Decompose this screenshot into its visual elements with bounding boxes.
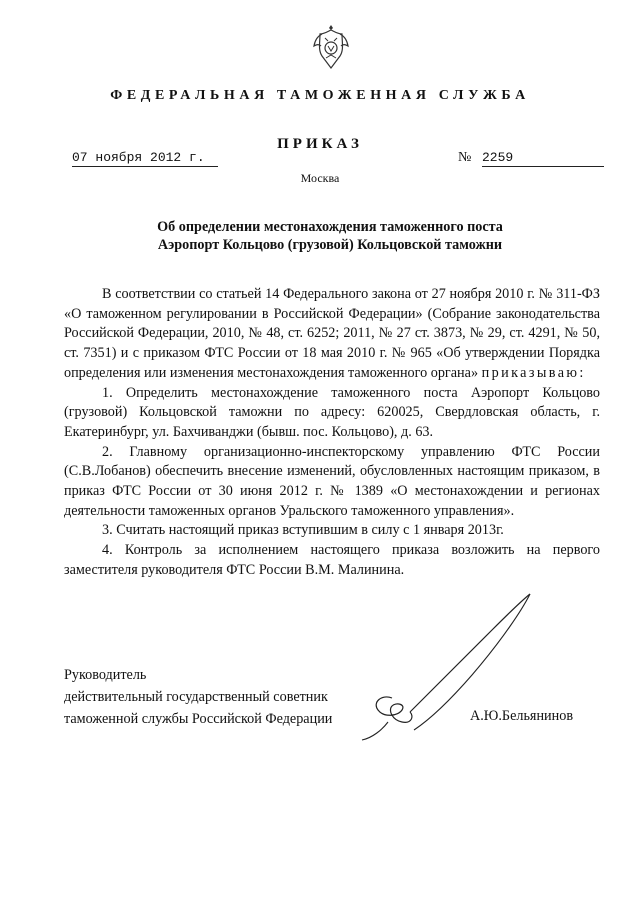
preamble-text: В соответствии со статьей 14 Федерального закона от 27 ноября 2010 г. № 311-ФЗ «О таможенном регулировании в Российской Федерации» (Собрание законодательства Российской Федерации, 2010, № 48, ст. 6252; 2011, № 27 ст. 3873, № 29, ст. 4291, № 50, ст. 7351) и с приказом ФТС России от 18 мая 2010 г. № 965 «Об утверждении Порядка определения или изменения местонахождения таможенного органа» — [64, 286, 600, 381]
signatory-line-1: Руководитель — [64, 667, 147, 683]
agency-title: ФЕДЕРАЛЬНАЯ ТАМОЖЕННАЯ СЛУЖБА — [110, 88, 530, 103]
order-date: 07 ноября 2012 г. — [72, 150, 218, 167]
handwritten-signature — [352, 590, 552, 750]
signatory-line-3: таможенной службы Российской Федерации — [64, 711, 333, 727]
signatory-title — [64, 664, 332, 730]
item-3: 3. Считать настоящий приказ вступившим в силу с 1 января 2013г. — [102, 522, 504, 539]
item-4: 4. Контроль за исполнением настоящего приказа возложить на первого заместителя руководителя ФТС России В.М. Малинина. — [64, 542, 600, 578]
order-subject — [100, 218, 560, 254]
document-type: ПРИКАЗ — [277, 136, 363, 152]
order-number: 2259 — [482, 150, 604, 167]
subject-line-1: Об определении местонахождения таможенного поста — [157, 219, 503, 235]
item-2: 2. Главному организационно-инспекторскому управлению ФТС России (С.В.Лобанов) обеспечить внесение изменений, обусловленных настоящим приказом, в приказ ФТС России от 30 июня 2012 г. № 1389 «О местонахождении и регионах деятельности таможенных органов Уральского таможенного управления». — [64, 443, 600, 519]
russian-coat-of-arms-icon — [312, 24, 350, 70]
signatory-name: А.Ю.Бельянинов — [470, 708, 574, 724]
preamble-paragraph — [64, 285, 600, 384]
number-sign: № — [458, 150, 472, 165]
item-1: 1. Определить местонахождение таможенного поста Аэропорт Кольцово (грузовой) Кольцовской таможни по адресу: 620025, Свердловская область, г. Екатеринбург, ул. Бахчиванджи (бывш. пос. Кольцово), д. 63. — [64, 384, 600, 440]
order-number-field — [458, 150, 604, 166]
order-body — [64, 285, 600, 581]
order-word: приказываю: — [481, 364, 586, 381]
city: Москва — [300, 171, 340, 185]
signatory-line-2: действительный государственный советник — [64, 689, 328, 705]
subject-line-2: Аэропорт Кольцово (грузовой) Кольцовской таможни — [157, 237, 503, 253]
